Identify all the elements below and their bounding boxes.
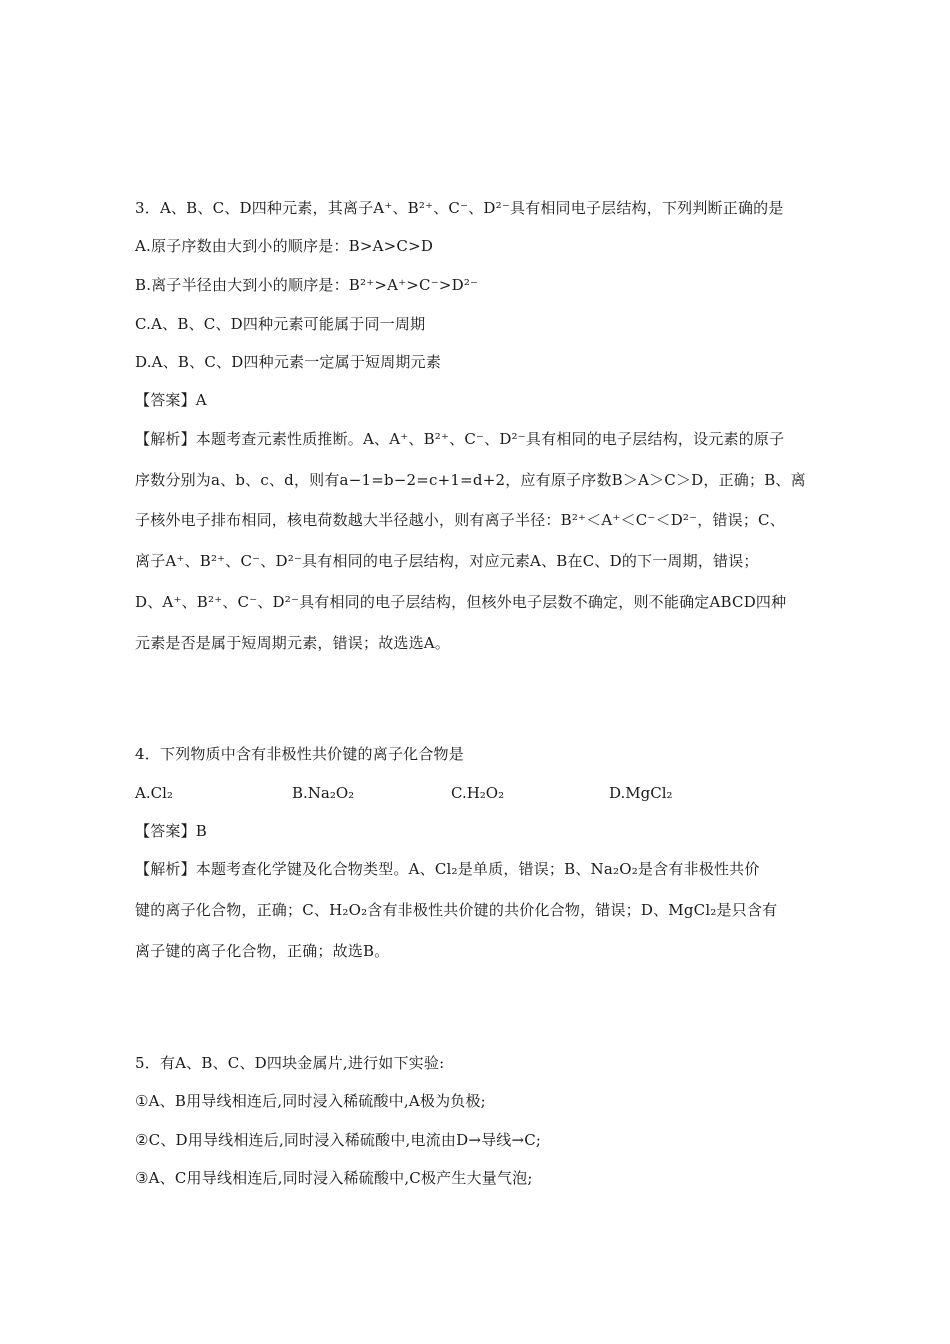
q4-option-b: B.Na₂O₂ [292,784,355,802]
q3-analysis-line: 子核外电子排布相同，核电荷数越大半径越小，则有离子半径：B²⁺＜A⁺＜C⁻＜D²⁻，错误；C、 [135,511,785,529]
q3-option-c: C.A、B、C、D四种元素可能属于同一周期 [135,315,426,333]
q4-analysis-line: 键的离子化合物，正确；C、H₂O₂含有非极性共价键的共价化合物，错误；D、MgCl₂是只含有 [135,901,778,919]
q3-option-a: A.原子序数由大到小的顺序是：B>A>C>D [135,237,434,255]
q3-analysis-line: D、A⁺、B²⁺、C⁻、D²⁻具有相同的电子层结构，但核外电子层数不确定，则不能确定ABCD四种 [135,593,787,611]
q3-analysis-line: 【解析】本题考查元素性质推断。A、A⁺、B²⁺、C⁻、D²⁻具有相同的电子层结构，设元素的原子 [135,430,785,448]
q4-option-c: C.H₂O₂ [451,784,505,802]
q3-option-b: B.离子半径由大到小的顺序是：B²⁺>A⁺>C⁻>D²⁻ [135,276,479,294]
q4-stem: 4．下列物质中含有非极性共价键的离子化合物是 [135,745,464,763]
q3-answer: 【答案】A [135,391,207,409]
q3-analysis-line: 离子A⁺、B²⁺、C⁻、D²⁻具有相同的电子层结构，对应元素A、B在C、D的下一周期，错误； [135,552,759,570]
q4-analysis-line: 离子键的离子化合物，正确；故选B。 [135,942,390,960]
q4-option-a: A.Cl₂ [135,784,173,802]
q4-analysis-line: 【解析】本题考查化学键及化合物类型。A、Cl₂是单质，错误；B、Na₂O₂是含有非极性共价 [135,860,760,878]
q4-answer: 【答案】B [135,822,208,840]
q3-analysis-line: 元素是否是属于短周期元素，错误；故选选A。 [135,634,451,652]
q4-option-d: D.MgCl₂ [609,784,673,802]
q5-item: ②C、D用导线相连后,同时浸入稀硫酸中,电流由D→导线→C; [135,1131,542,1149]
q3-stem: 3．A、B、C、D四种元素，其离子A⁺、B²⁺、C⁻、D²⁻具有相同电子层结构，下列判断正确的是 [135,199,784,217]
q3-option-d: D.A、B、C、D四种元素一定属于短周期元素 [135,353,442,371]
q5-item: ①A、B用导线相连后,同时浸入稀硫酸中,A极为负极; [135,1092,486,1110]
q5-stem: 5．有A、B、C、D四块金属片,进行如下实验: [135,1054,445,1072]
q5-item: ③A、C用导线相连后,同时浸入稀硫酸中,C极产生大量气泡; [135,1169,533,1187]
q3-analysis-line: 序数分别为a、b、c、d，则有a−1=b−2=c+1=d+2，应有原子序数B＞A＞C＞D，正确；B、离 [135,471,806,489]
